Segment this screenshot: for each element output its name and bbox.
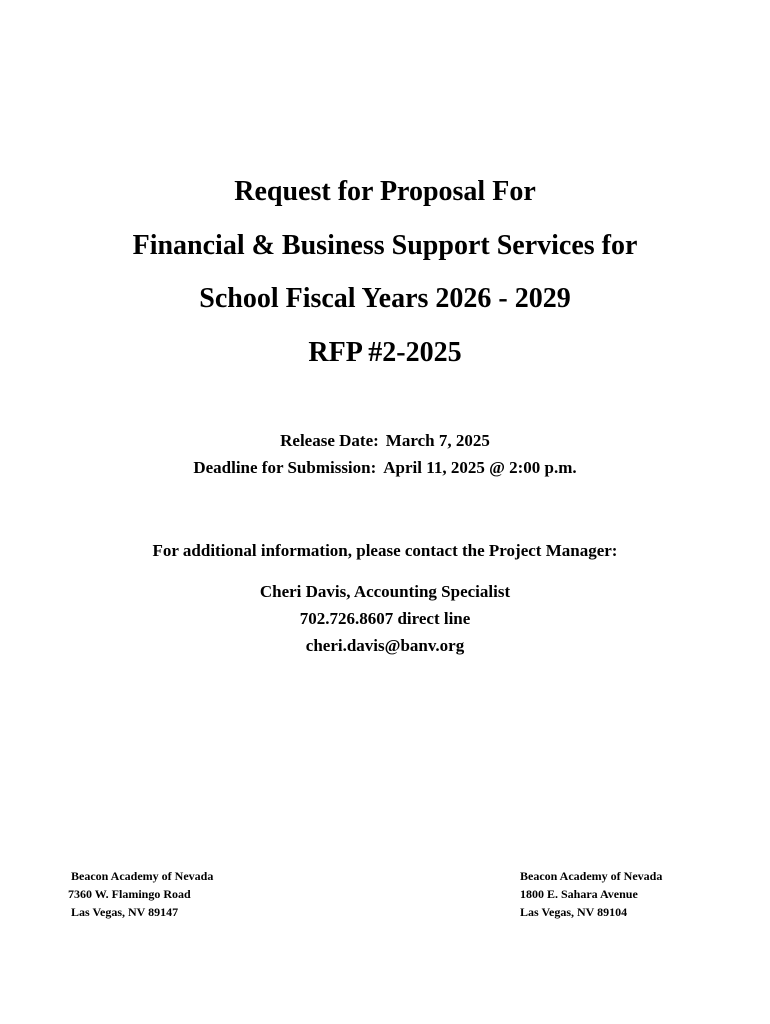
title-line-3: School Fiscal Years 2026 - 2029 (199, 283, 571, 314)
deadline-line (0, 457, 770, 479)
address-block-right (520, 867, 662, 921)
contact-intro: For additional information, please contact the Project Manager: (152, 541, 618, 560)
contact-name: Cheri Davis, Accounting Specialist (259, 582, 511, 601)
address-block-left (68, 867, 213, 921)
deadline-value: April 11, 2025 @ 2:00 p.m. (383, 458, 577, 477)
contact-phone: 702.726.8607 direct line (299, 609, 471, 628)
release-date-label: Release Date: (280, 431, 379, 450)
rfp-number: RFP #2-2025 (308, 337, 462, 368)
title-line-1: Request for Proposal For (234, 176, 536, 207)
address-left-street: 7360 W. Flamingo Road (68, 887, 191, 901)
contact-email: cheri.davis@banv.org (305, 636, 465, 655)
address-left-city: Las Vegas, NV 89147 (71, 905, 179, 919)
address-right-name: Beacon Academy of Nevada (520, 869, 663, 883)
deadline-label: Deadline for Submission: (193, 458, 377, 477)
title-line-2: Financial & Business Support Services for (132, 230, 638, 261)
address-left-name: Beacon Academy of Nevada (71, 869, 214, 883)
address-right-street: 1800 E. Sahara Avenue (520, 887, 638, 901)
release-date-value: March 7, 2025 (385, 431, 490, 450)
release-date-line (0, 430, 770, 452)
address-right-city: Las Vegas, NV 89104 (520, 905, 628, 919)
